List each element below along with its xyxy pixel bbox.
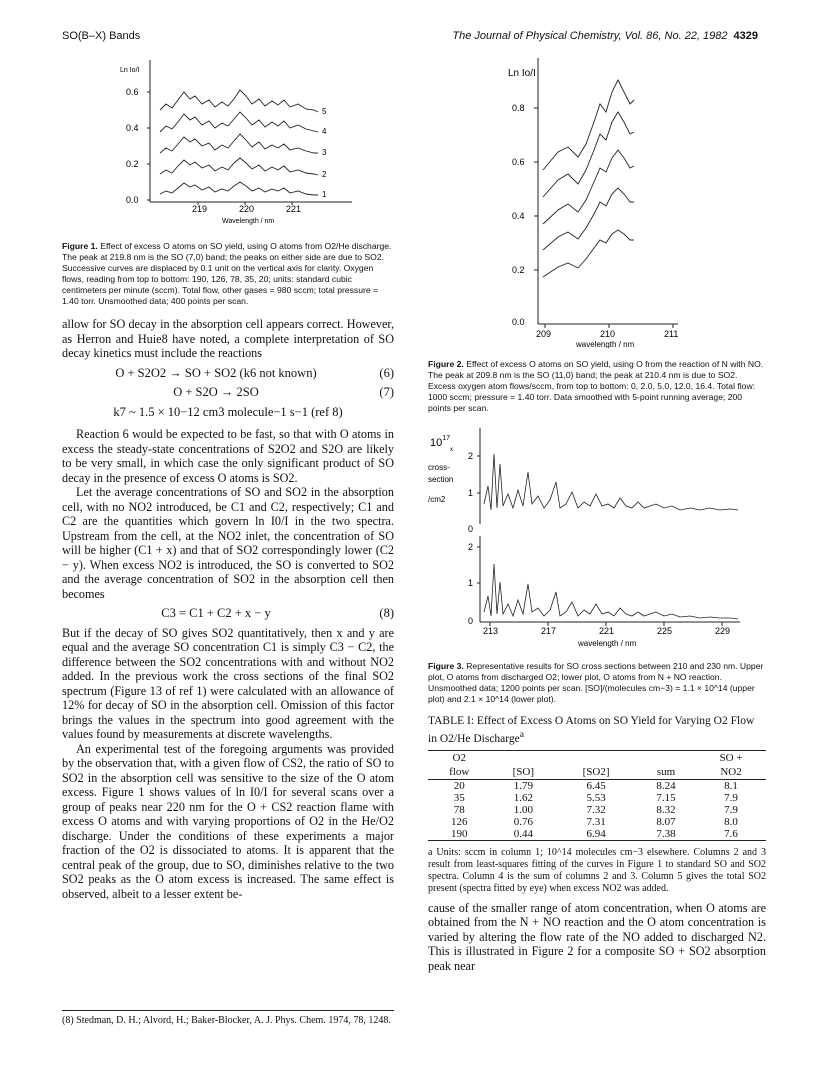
table-cell: 7.9 (724, 791, 738, 804)
table-header: flow (428, 765, 491, 780)
figure-1 (62, 52, 394, 307)
fig3-lower-ytick: 1 (468, 578, 474, 588)
figure-3-caption (428, 661, 766, 705)
table-cell: 6.94 (586, 827, 606, 840)
figure-3-plot (428, 424, 766, 650)
left-column (62, 52, 394, 901)
equation-6-body: O + S2O2 → SO + SO2 (k6 not known) (115, 365, 317, 380)
equation-8-number: (8) (379, 606, 394, 620)
fig2-curves (543, 80, 634, 277)
fig2-xtick: 209 (536, 329, 552, 339)
fig3-spectra (484, 454, 738, 619)
fig2-ytick: 0.8 (512, 103, 525, 113)
figure-2-caption (428, 359, 766, 414)
table-row (428, 779, 766, 792)
table-cell: 8.07 (656, 815, 676, 828)
table-header: [SO] (491, 765, 557, 780)
paragraph: An experimental test of the foregoing arguments was provided by the observation that, with a given flow of CS2, the ratio of SO to SO2 in the absorption cell was sensitive to the size of the O atom excess. Figure 1 shows values of ln I0/I for several scans over a group of peaks near 220 nm for the O + CS2 reaction flame with excess O atoms and with varying proportions of O2 in the He/O2 discharge. Under the conditions of these experiments a major fraction of the O2 is dissociated to atoms. It is apparent that the central peak of the group, due to SO, diminishes relative to the two SO2 peaks as the O atom excess is increased. The same effect is observed, albeit to a lesser extent be- (62, 741, 394, 901)
table-cell: 1.00 (513, 803, 533, 816)
table-row (428, 816, 766, 828)
fig3-ylabel-sub: x (450, 447, 453, 453)
fig1-curve-4 (160, 112, 318, 132)
table-cell: 8.32 (656, 803, 676, 816)
equation-6 (62, 366, 394, 381)
table-cell: 7.38 (656, 827, 676, 840)
table-1-title-footnote-mark: a (519, 729, 525, 740)
footnote-ref-8: (8) Stedman, D. H.; Alvord, H.; Baker-Blocker, A. J. Phys. Chem. 1974, 78, 1248. (62, 1010, 394, 1027)
fig3-lower-ytick: 2 (468, 542, 474, 552)
fig2-curve (543, 230, 634, 277)
fig1-caption-text: Effect of excess O atoms on SO yield, using O atoms from O2/He discharge. The peak at 219.8 nm is the SO (7,0) band; the peaks on either side are due to SO2. Successive curves are displaced by 0.1 unit on the vertical axis for clarity. Oxygen flows, reading from top to bottom: 190, 126, 78, 35, 20; units: standard cubic centimeters per minute (sccm). Total flow, other gases = 980 sccm; total pressure = 1.40 torr. Unsmoothed data; 400 points per scan. (62, 241, 392, 306)
table-header (556, 750, 636, 765)
paragraph: Let the average concentrations of SO and SO2 in the absorption cell, with no NO2 introduced, be C1 and C2, respectively; C1 and C2 are the quantities which govern ln I0/I in the two spectra. Upstream from the cell, at the NO2 inlet, the concentration of SO will be higher (C1 + x) and that of SO2 correspondingly lower (C2 − y). When excess NO2 is introduced, the SO is converted to SO2 and the average concentration of SO2 in the absorption cell then becomes (62, 485, 394, 601)
fig3-upper-ytick: 0 (468, 524, 474, 534)
equation-7-number: (7) (379, 385, 394, 399)
table-cell: 1.62 (513, 791, 533, 804)
fig3-upper-spectrum (484, 454, 738, 510)
fig1-curve-label: 5 (322, 107, 327, 116)
table-cell: 190 (451, 827, 468, 840)
equation-8-body: C3 = C1 + C2 + x − y (161, 606, 271, 620)
fig2-ytick: 0.6 (512, 157, 525, 167)
equation-6-number: (6) (379, 365, 394, 380)
equation-7 (62, 385, 394, 400)
fig1-xtick: 221 (286, 204, 302, 214)
table-1 (428, 715, 766, 895)
figure-2 (428, 52, 766, 414)
fig2-xtick: 211 (664, 329, 679, 339)
fig3-lower-spectrum (484, 564, 738, 619)
fig1-curve-1 (160, 182, 318, 195)
figure-2-plot (428, 52, 766, 348)
table-cell: 35 (453, 791, 465, 804)
fig2-curve (543, 112, 634, 197)
right-body-text (428, 901, 766, 974)
fig1-ytick: 0.6 (126, 87, 139, 97)
fig3-ylabel-line: /cm2 (428, 495, 446, 504)
fig3-ylabel-exp: 17 (442, 435, 451, 442)
fig3-caption-text: Representative results for SO cross sections between 210 and 230 nm. Upper plot, O atoms from discharged O2; lower plot, O atoms from N + NO reaction. Unsmoothed data; 1200 points per scan. [SO]/(molecules cm−3) = 1.1 × 10^14 (upper plot) and 2.1 × 10^14 (lower plot). (428, 661, 764, 704)
fig2-ytick: 0.4 (512, 211, 525, 221)
equation-7-body: O + S2O → 2SO (173, 385, 259, 399)
left-body-text (62, 317, 394, 901)
fig3-xtick: 229 (715, 626, 731, 636)
fig1-xlabel: Wavelength / nm (222, 218, 275, 225)
paragraph: Reaction 6 would be expected to be fast, so that with O atoms in excess the steady-state concentrations of S2O2 and S2O are likely to be very small, in which case the only significant product of SO decay in the presence of excess O atoms is SO2. (62, 427, 394, 485)
running-header-right (452, 30, 758, 42)
fig2-xtick: 210 (600, 329, 616, 339)
fig1-curves (160, 90, 318, 195)
fig1-xtick: 219 (192, 204, 208, 214)
table-cell: 0.76 (513, 815, 533, 828)
fig3-xtick: 217 (541, 626, 557, 636)
fig2-curve (543, 150, 634, 224)
table-cell: 7.6 (724, 827, 738, 840)
table-cell: 7.32 (586, 803, 606, 816)
table-cell: 126 (451, 815, 468, 828)
fig1-ytick: 0.4 (126, 123, 139, 133)
fig3-upper-ytick: 1 (468, 488, 474, 498)
fig3-xtick: 225 (657, 626, 673, 636)
fig3-caption-label: Figure 3. (428, 661, 464, 671)
fig1-ylabel: Ln Io/I (120, 67, 140, 74)
fig1-curve-label: 4 (322, 127, 327, 136)
table-cell: 78 (453, 803, 465, 816)
table-cell: 7.15 (656, 791, 676, 804)
fig3-ylabel-line: section (428, 475, 454, 484)
fig2-ylabel: Ln Io/I (508, 68, 536, 79)
table-1-title-text: TABLE I: Effect of Excess O Atoms on SO Yield for Varying O2 Flow in O2/He Discharge (428, 715, 755, 745)
fig3-ylabel-base: 10 (430, 437, 443, 449)
table-cell: 20 (453, 779, 465, 792)
fig1-curve-5 (160, 90, 318, 112)
table-cell: 1.79 (513, 779, 533, 792)
fig2-ytick: 0.2 (512, 265, 525, 275)
table-header: [SO2] (556, 765, 636, 780)
fig1-ytick: 0.2 (126, 159, 139, 169)
fig3-upper-ytick: 2 (468, 451, 474, 461)
fig1-curve-label: 2 (322, 170, 327, 179)
fig3-xtick: 213 (483, 626, 499, 636)
table-cell: 8.24 (656, 779, 676, 792)
fig1-curve-2 (160, 158, 318, 175)
running-header-left: SO(B–X) Bands (62, 30, 141, 42)
table-cell: 6.45 (586, 779, 606, 792)
fig2-curve (543, 80, 634, 170)
table-cell: 8.1 (724, 779, 738, 792)
fig1-curve-label: 3 (322, 148, 327, 157)
fig1-caption-label: Figure 1. (62, 241, 98, 251)
fig2-curve (543, 188, 634, 250)
table-1-grid (428, 750, 766, 841)
fig2-caption-label: Figure 2. (428, 359, 464, 369)
fig2-xlabel: wavelength / nm (576, 340, 635, 348)
page-number: 4329 (733, 30, 758, 42)
fig3-xtick: 221 (599, 626, 615, 636)
table-1-title (428, 715, 766, 746)
fig3-ylabel-line: cross- (428, 463, 450, 472)
fig3-ylabel-line (430, 435, 450, 449)
figure-1-plot (62, 52, 394, 230)
table-row (428, 828, 766, 841)
fig1-curve-label: 1 (322, 190, 327, 199)
fig3-lower-ytick: 0 (468, 616, 474, 626)
table-1-footnote: a Units: sccm in column 1; 10^14 molecules cm−3 elsewhere. Columns 2 and 3 result from least-squares fitting of the curves in Figure 1 to standard SO and SO2 spectra. Column 4 is the sum of columns 2 and 3. Column 5 gives the total SO2 present (spectra fitted by eye) when excess NO2 was added. (428, 846, 766, 894)
table-cell: 5.53 (586, 791, 606, 804)
table-cell: 7.9 (724, 803, 738, 816)
fig2-ytick: 0.0 (512, 317, 525, 327)
fig1-ytick: 0.0 (126, 195, 139, 205)
fig3-xlabel: wavelength / nm (578, 639, 637, 648)
table-cell: 0.44 (513, 827, 533, 840)
right-column (428, 52, 766, 973)
table-header (636, 750, 696, 765)
table-header: NO2 (696, 765, 766, 780)
table-row (428, 792, 766, 804)
table-cell: 8.0 (724, 815, 738, 828)
table-header (491, 750, 557, 765)
rate-constant-k7: k7 ~ 1.5 × 10−12 cm3 molecule−1 s−1 (ref 8) (113, 404, 343, 419)
fig2-caption-text: Effect of excess O atoms on SO yield, using O from the reaction of N with NO. The peak at 209.8 nm is the SO (11,0) band; the peak at 210.4 nm is due to SO2. Excess oxygen atom flows/sccm, from top to bottom: 0, 2.0, 5.0, 12.0, 16.4. Total flow: 1000 sccm; pressure = 1.40 torr. Data smoothed with 5-point running average; 200 points per scan. (428, 359, 764, 413)
figure-3 (428, 424, 766, 705)
table-row (428, 804, 766, 816)
table-header: SO + (719, 751, 743, 764)
table-header: sum (636, 765, 696, 780)
paragraph: But if the decay of SO gives SO2 quantitatively, then x and y are equal and the average SO concentration C1 is simply C3 − C2, the difference between the SO2 concentrations with and without NO2 added. In the previous work the cross sections of the final SO2 spectrum (Figure 13 of ref 1) were calculated with an allowance of 12% for decay of SO in the absorption cell. Omission of this factor brings the values in the spectrum into good agreement with the values found by measurements at discrete wavelengths. (62, 625, 394, 741)
journal-citation: The Journal of Physical Chemistry, Vol. 86, No. 22, 1982 (452, 30, 728, 42)
table-cell: 7.31 (586, 815, 606, 828)
paragraph: allow for SO decay in the absorption cell appears correct. However, as Herron and Huie8 have noted, a complete interpretation of SO decay kinetics must include the reactions (62, 317, 394, 360)
equation-8 (62, 606, 394, 621)
paragraph: cause of the smaller range of atom concentration, when O atoms are obtained from the N + NO reaction and the O atom concentration is varied by altering the flow rate of the NO added to discharged N2. This is illustrated in Figure 2 for a composite SO + SO2 absorption peak near (428, 900, 766, 973)
table-header: O2 (452, 751, 466, 764)
fig1-xtick: 220 (239, 204, 255, 214)
figure-1-caption (62, 241, 394, 307)
fig1-curve-3 (160, 134, 318, 153)
